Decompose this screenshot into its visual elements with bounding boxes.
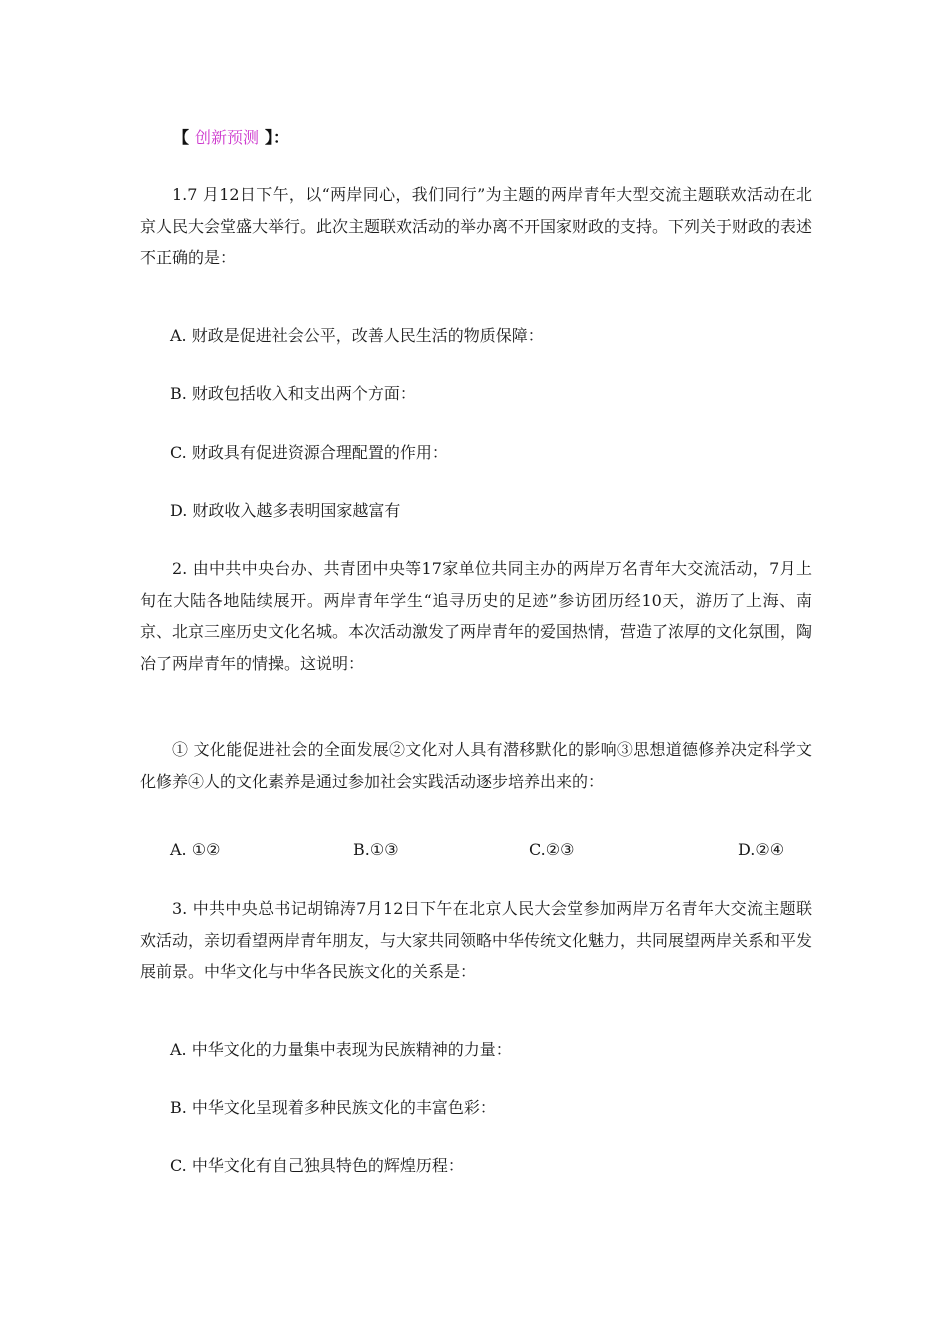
question-3-stem: 3. 中共中央总书记胡锦涛7月12日下午在北京人民大会堂参加两岸万名青年大交流主题联欢活动，亲切看望两岸青年朋友，与大家共同领略中华传统文化魅力，共同展望两岸关系和平发展前景。中华文化与中华各民族文化的关系是： xyxy=(140,899,813,981)
question-1-stem: 1.7 月12日下午，以“两岸同心，我们同行”为主题的两岸青年大型交流主题联欢活动在北京人民大会堂盛大举行。此次主题联欢活动的举办离不开国家财政的支持。下列关于财政的表述不正确的是： xyxy=(140,185,813,267)
question-3-option-b: B. 中华文化呈现着多种民族文化的丰富色彩： xyxy=(170,1098,496,1117)
question-3-option-c: C. 中华文化有自己独具特色的辉煌历程： xyxy=(170,1156,464,1175)
question-1-option-c: C. 财政具有促进资源合理配置的作用： xyxy=(170,443,448,462)
question-1-option-a: A. 财政是促进社会公平，改善人民生活的物质保障： xyxy=(170,326,544,345)
question-1-option-d: D. 财政收入越多表明国家越富有 xyxy=(170,501,401,520)
heading-title: 创新预测 xyxy=(195,128,260,147)
heading-open-bracket: 【 xyxy=(173,128,190,147)
question-2-stem: 2. 由中共中央台办、共青团中央等17家单位共同主办的两岸万名青年大交流活动，7月上旬在大陆各地陆续展开。两岸青年学生“追寻历史的足迹”参访团历经10天，游历了上海、南京、北京三座历史文化名城。本次活动激发了两岸青年的爱国热情，营造了浓厚的文化氛围，陶冶了两岸青年的情操。这说明： xyxy=(140,559,813,673)
question-2-option-a: A. ①② xyxy=(170,840,221,859)
question-1-option-b: B. 财政包括收入和支出两个方面： xyxy=(170,384,416,403)
question-2-statements: ① 文化能促进社会的全面发展②文化对人具有潜移默化的影响③思想道德修养决定科学文化修养④人的文化素养是通过参加社会实践活动逐步培养出来的： xyxy=(140,740,812,791)
question-2-option-d: D.②④ xyxy=(738,840,785,859)
question-2-option-c: C.②③ xyxy=(529,840,575,859)
question-2-options xyxy=(170,839,820,863)
section-heading xyxy=(173,127,289,149)
heading-close-bracket: 】： xyxy=(265,128,290,147)
question-2-option-b: B.①③ xyxy=(353,840,399,859)
question-3-option-a: A. 中华文化的力量集中表现为民族精神的力量： xyxy=(170,1040,512,1059)
